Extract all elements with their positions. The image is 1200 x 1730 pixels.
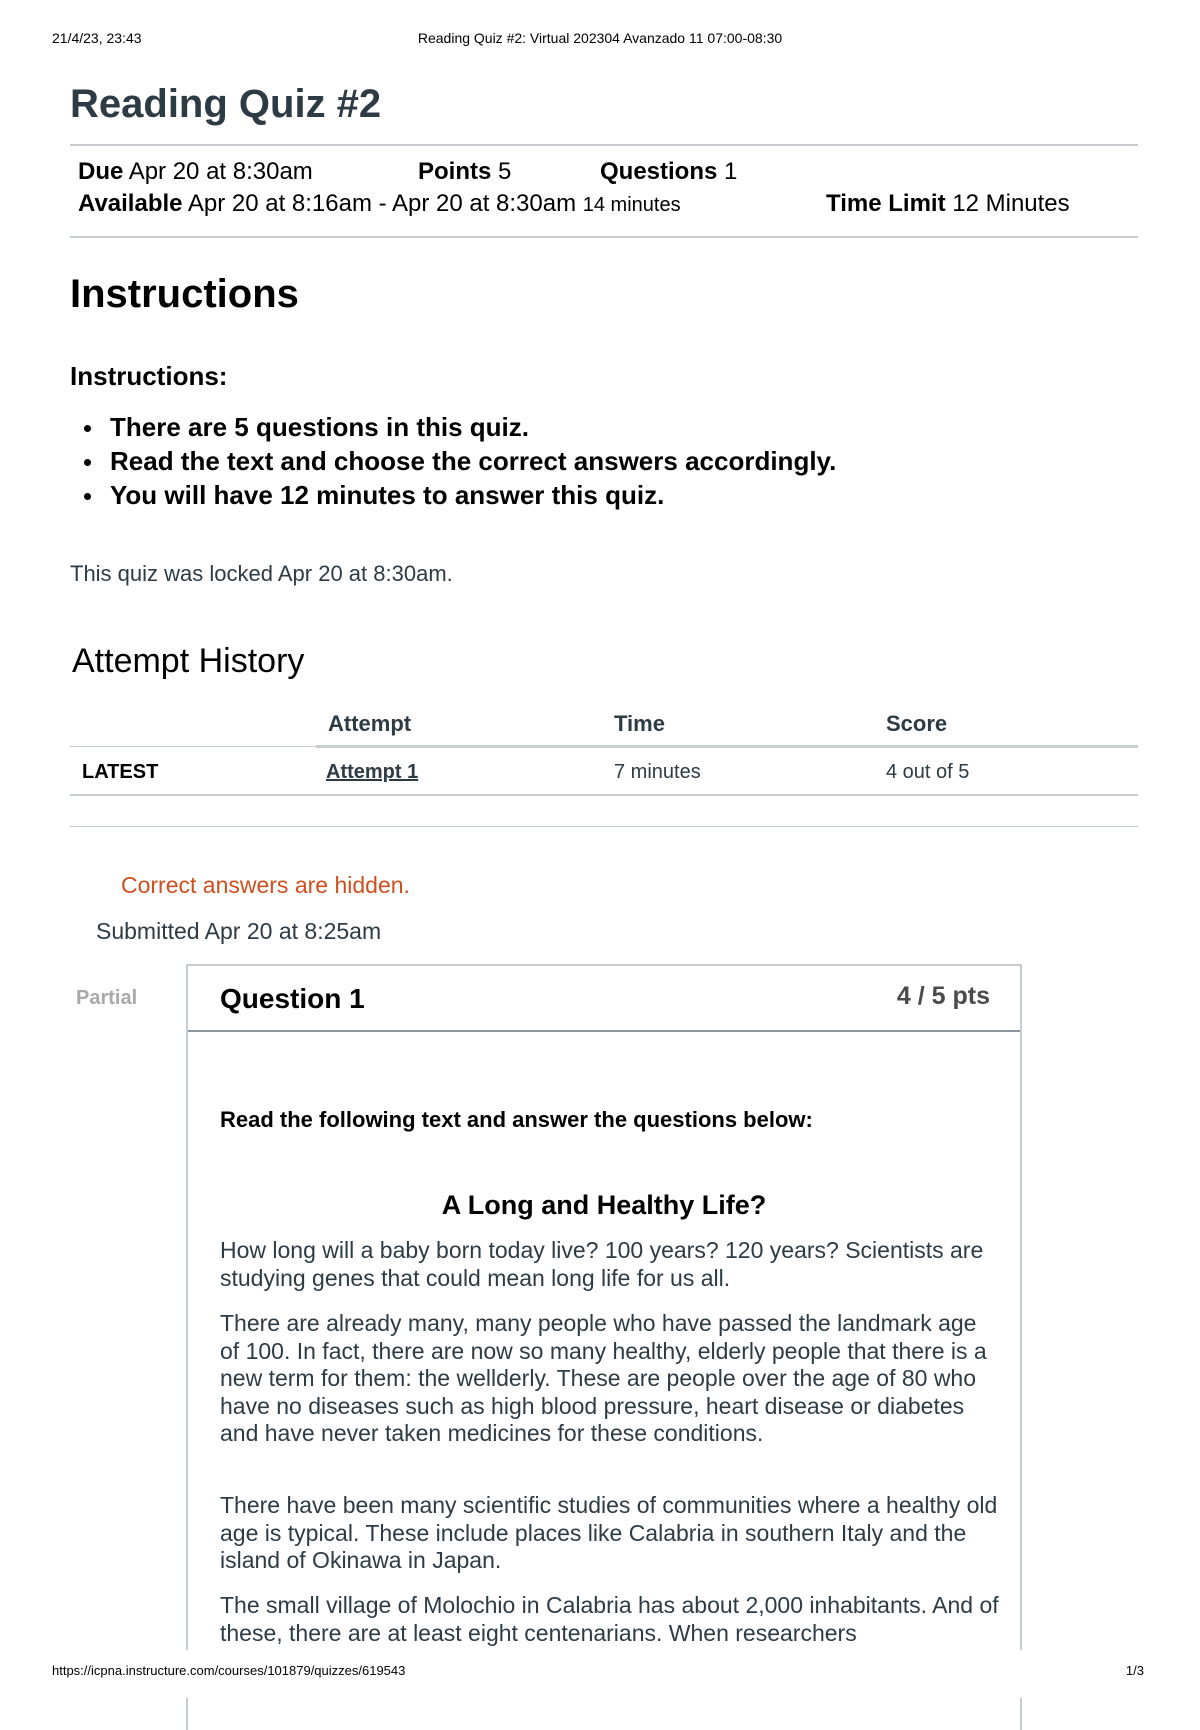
list-item: You will have 12 minutes to answer this quiz. (70, 478, 836, 512)
due-value: Apr 20 at 8:30am (128, 158, 313, 185)
locked-note: This quiz was locked Apr 20 at 8:30am. (70, 561, 453, 586)
print-header (52, 30, 1148, 50)
reading-paragraph: There have been many scientific studies of communities where a healthy old age is typical. These include places like Calabria in southern Italy and the island of Okinawa in Japan. (220, 1492, 998, 1573)
divider (70, 144, 1138, 146)
divider (70, 236, 1138, 238)
correct-answers-hidden-note: Correct answers are hidden. (121, 872, 410, 898)
bullet-icon (84, 425, 91, 432)
questions-detail (600, 158, 737, 186)
attempt-history-heading: Attempt History (72, 642, 305, 680)
available-detail (78, 190, 681, 218)
page-title: Reading Quiz #2 (70, 82, 382, 126)
attempt-score: 4 out of 5 (886, 761, 970, 783)
column-header-time: Time (614, 711, 665, 736)
due-label: Due (78, 158, 124, 185)
points-value: 5 (498, 158, 512, 185)
partial-badge: Partial (76, 987, 138, 1009)
bullet-icon (84, 493, 91, 500)
available-duration: 14 minutes (582, 194, 681, 216)
instructions-heading: Instructions (70, 272, 299, 316)
available-label: Available (78, 190, 183, 217)
column-header-attempt: Attempt (328, 711, 412, 736)
bullet-icon (84, 459, 91, 466)
print-url: https://icpna.instructure.com/courses/101879/quizzes/619543 (52, 1663, 406, 1678)
question-header (186, 964, 1022, 1032)
instructions-subheading: Instructions: (70, 361, 228, 391)
questions-label: Questions (600, 158, 718, 185)
reading-paragraph: The small village of Molochio in Calabria has about 2,000 inhabitants. And of these, there are at least eight centenarians. When researchers (220, 1592, 999, 1646)
print-date: 21/4/23, 23:43 (52, 30, 142, 46)
attempt-1-link[interactable]: Attempt 1 (326, 761, 419, 783)
due-detail (78, 158, 313, 186)
time-limit-label: Time Limit (826, 190, 946, 217)
question-title: Question 1 (220, 983, 365, 1014)
reading-paragraph: How long will a baby born today live? 100 years? 120 years? Scientists are studying genes that could mean long life for us all. (220, 1237, 984, 1291)
available-value: Apr 20 at 8:16am - Apr 20 at 8:30am (187, 190, 577, 217)
table-bottom-rule (70, 794, 1138, 796)
question-body (186, 1030, 1022, 1730)
points-detail (418, 158, 511, 186)
print-document-title: Reading Quiz #2: Virtual 202304 Avanzado 11 07:00-08:30 (417, 30, 783, 46)
points-label: Points (418, 158, 492, 185)
table-header-rule (70, 746, 316, 747)
latest-badge: LATEST (82, 761, 159, 783)
list-item: Read the text and choose the correct answers accordingly. (70, 444, 836, 478)
print-footer (52, 1663, 1148, 1683)
column-header-score: Score (886, 711, 948, 736)
reading-title: A Long and Healthy Life? (441, 1190, 767, 1220)
reading-paragraph: There are already many, many people who have passed the landmark age of 100. In fact, there are now so many healthy, elderly people that there is a new term for them: the wellderly. These are people over the age of 80 who have no diseases such as high blood pressure, heart disease or diabetes and have never taken medicines for these conditions. (220, 1310, 987, 1446)
time-limit-detail (826, 190, 1070, 218)
submitted-timestamp: Submitted Apr 20 at 8:25am (96, 918, 382, 944)
attempt-time: 7 minutes (614, 761, 701, 783)
list-item: There are 5 questions in this quiz. (70, 410, 836, 444)
questions-value: 1 (724, 158, 738, 185)
question-card (186, 964, 1022, 1724)
instructions-list (70, 410, 836, 512)
question-prompt: Read the following text and answer the questions below: (220, 1107, 813, 1132)
question-points: 4 / 5 pts (896, 982, 990, 1010)
print-page-number: 1/3 (1125, 1663, 1144, 1678)
quiz-content (70, 80, 1138, 132)
time-limit-value: 12 Minutes (952, 190, 1070, 217)
table-row (70, 748, 1138, 794)
divider (70, 826, 1138, 827)
